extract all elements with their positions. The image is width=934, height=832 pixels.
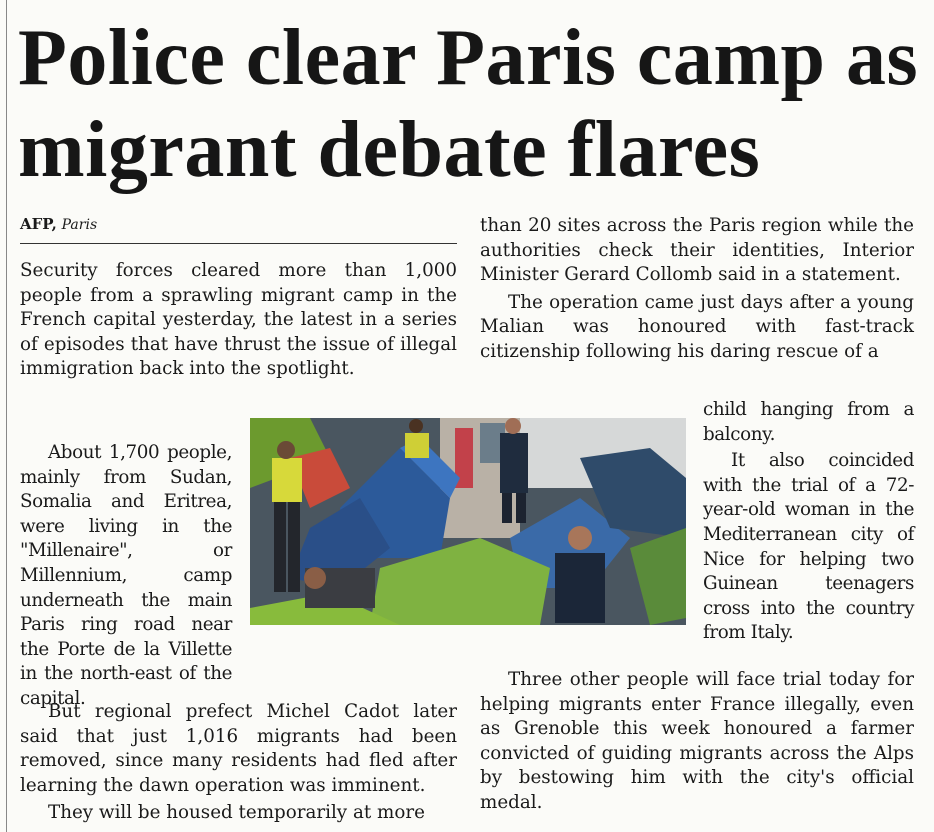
- headline: Police clear Paris camp as migrant debate flares: [18, 14, 919, 194]
- photo-illustration: [250, 418, 686, 625]
- news-photo: [250, 418, 686, 625]
- article-col1-bottom: [20, 700, 457, 826]
- column-rule: [6, 0, 7, 832]
- article-col1-top: [20, 259, 457, 382]
- paragraph: They will be housed temporarily at more: [48, 802, 425, 824]
- byline: [20, 215, 97, 233]
- paragraph: than 20 sites across the Paris region while the authorities check their identities, Interior Minister Gerard Collomb said in a statement.: [480, 215, 914, 286]
- paragraph: Three other people will face trial today for helping migrants enter France illegally, even as Grenoble this week honoured a farmer convicted of guiding migrants across the Alps by bestowing him with the city's official medal.: [480, 669, 914, 813]
- article-col2-top: [480, 214, 914, 365]
- byline-rule: [20, 243, 457, 244]
- paragraph: But regional prefect Michel Cadot later said that just 1,016 migrants had been removed, since many residents had fled after learning the dawn operation was imminent.: [20, 701, 457, 796]
- article-col1-wrap: [20, 441, 232, 712]
- paragraph: child hanging from a balcony.: [703, 399, 914, 445]
- byline-place: Paris: [61, 217, 98, 233]
- article-col2-wrap: [703, 398, 914, 646]
- paragraph: It also coincided with the trial of a 72-year-old woman in the Mediterranean city of Nice for helping two Guinean teenagers cross into the country from Italy.: [703, 450, 914, 644]
- byline-agency: AFP,: [20, 215, 57, 233]
- paragraph: About 1,700 people, mainly from Sudan, Somalia and Eritrea, were living in the "Millenaire", or Millennium, camp underneath the main Paris ring road near the Porte de la Villette in the north-east of the capital.: [20, 442, 232, 709]
- paragraph: Security forces cleared more than 1,000 people from a sprawling migrant camp in the French capital yesterday, the latest in a series of episodes that have thrust the issue of illegal immigration back into the spotlight.: [20, 260, 457, 380]
- article-col2-bottom: [480, 668, 914, 816]
- paragraph: The operation came just days after a young Malian was honoured with fast-track citizenship following his daring rescue of a: [480, 291, 914, 362]
